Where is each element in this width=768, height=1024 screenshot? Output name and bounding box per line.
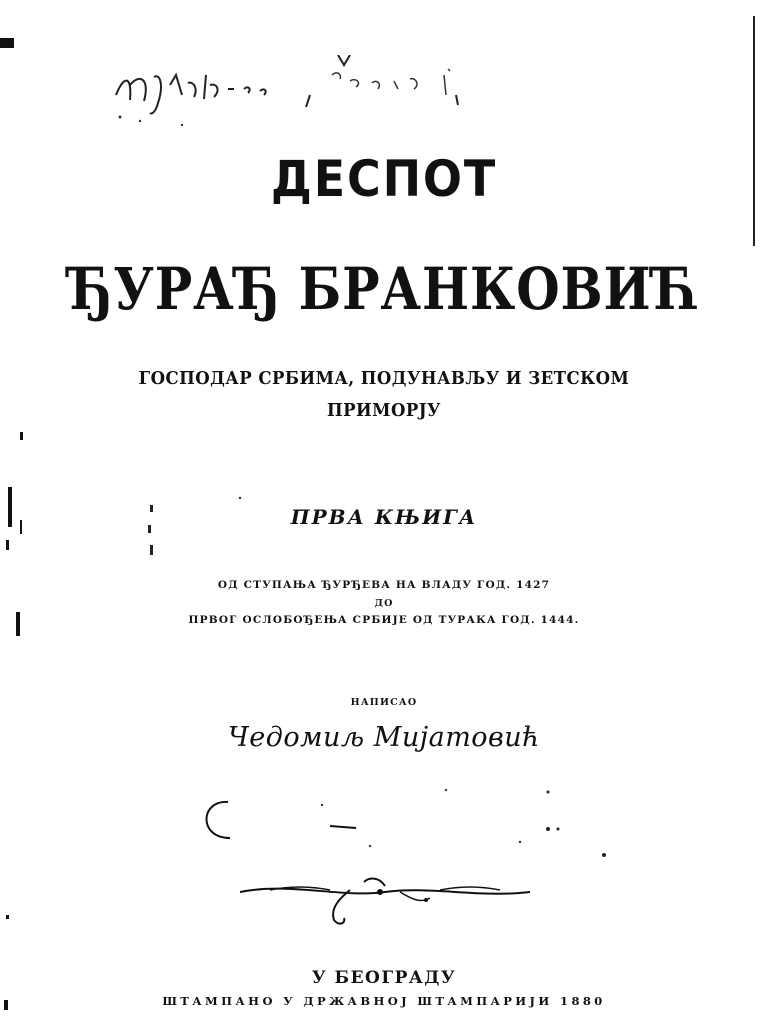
title-line-1: ДЕСПОТ: [270, 150, 498, 208]
subtitle-line-2: ПРИМОРЈУ: [327, 400, 441, 421]
period-line-1: ОД СТУПАЊА ЂУРЂЕВА НА ВЛАДУ ГОД. 1427: [217, 579, 551, 591]
imprint-city: У БЕОГРАДУ: [311, 968, 457, 988]
handwritten-signature: [110, 55, 490, 135]
book-volume-label: ПРВА КЊИГА: [290, 505, 478, 529]
subtitle-line-1: ГОСПОДАР СРБИМА, ПОДУНАВЉУ И ЗЕТСКОМ: [138, 368, 630, 389]
period-line-3: ПРВОГ ОСЛОБОЂЕЊА СРБИЈЕ ОД ТУРАКА ГОД. 1444.: [188, 614, 580, 626]
author-name: Чедомиљ Мијатовић: [227, 722, 541, 753]
ornament-divider: [230, 868, 540, 928]
imprint-press: ШТАМПАНО У ДРЖАВНОЈ ШТАМПАРИЈИ 1880: [162, 994, 606, 1008]
period-line-2: ДО: [374, 598, 394, 609]
written-by-label: НАПИСАО: [350, 697, 418, 708]
title-line-2: ЂУРАЂ БРАНКОВИЋ: [67, 255, 701, 323]
